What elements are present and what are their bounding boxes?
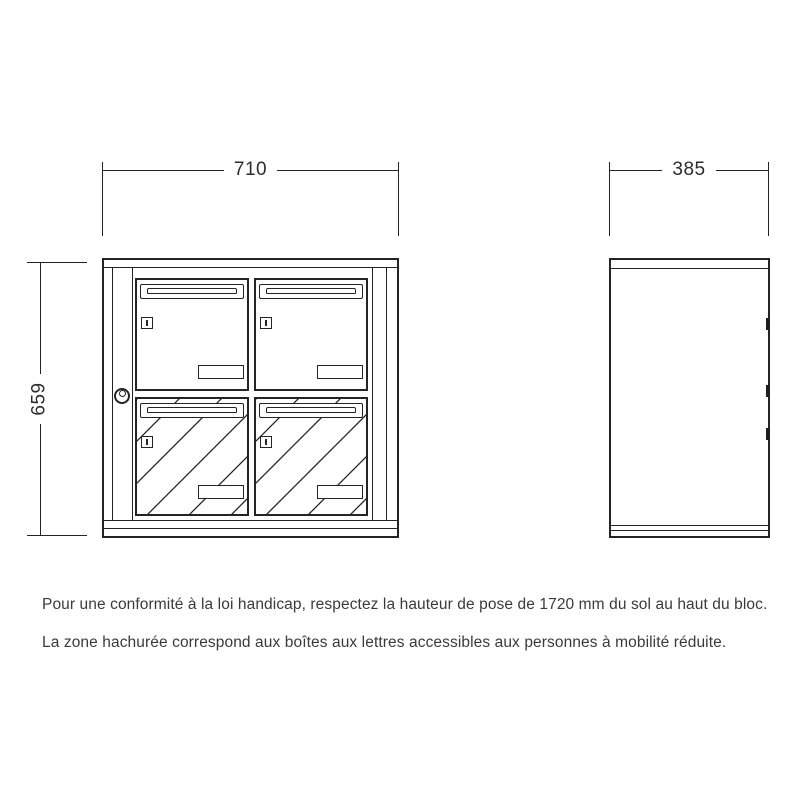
right-stile-line <box>372 268 373 520</box>
slot-flap-icon <box>266 407 356 413</box>
right-stile-line <box>386 268 387 520</box>
front-view <box>102 258 399 538</box>
base-line <box>611 530 768 531</box>
name-plate <box>198 485 244 499</box>
extension-line <box>398 162 399 236</box>
dimension-line <box>609 170 662 171</box>
dimension-line <box>40 424 41 536</box>
door-lock-icon <box>260 317 272 329</box>
hinge-icon <box>766 318 770 330</box>
door-lock-icon <box>260 436 272 448</box>
door-lock-icon <box>141 436 153 448</box>
hinge-icon <box>766 428 770 440</box>
keyhole-icon <box>146 439 148 445</box>
keyhole-icon <box>146 320 148 326</box>
slot-flap-icon <box>147 288 237 294</box>
bottom-rail-line <box>104 520 397 521</box>
name-plate <box>317 365 363 379</box>
dimension-front-height <box>28 262 52 536</box>
top-rail-line <box>611 268 768 269</box>
dimension-front-width-label: 710 <box>233 159 268 180</box>
mailbox-door-top-right <box>254 278 368 391</box>
mailbox-door-top-left <box>135 278 249 391</box>
left-stile-line <box>112 268 113 520</box>
dimension-front-width <box>102 159 399 181</box>
dimension-front-height-label: 659 <box>29 382 51 416</box>
mailbox-door-bottom-left-accessible <box>135 397 249 516</box>
note-handicap-law: Pour une conformité à la loi handicap, respectez la hauteur de pose de 1720 mm du sol au haut du bloc. <box>42 596 768 613</box>
dimension-side-depth <box>609 159 769 181</box>
extension-line <box>768 162 769 236</box>
mail-slot-icon <box>140 403 244 418</box>
top-rail-line <box>104 267 397 268</box>
door-lock-icon <box>141 317 153 329</box>
extension-line <box>27 535 87 536</box>
dimension-line <box>716 170 769 171</box>
dimension-line <box>277 170 399 171</box>
mail-slot-icon <box>140 284 244 299</box>
name-plate <box>317 485 363 499</box>
dimension-line <box>102 170 224 171</box>
extension-line <box>102 162 103 236</box>
keyhole-icon <box>265 320 267 326</box>
extension-line <box>27 262 87 263</box>
side-view <box>609 258 770 538</box>
bottom-rail-line <box>611 525 768 526</box>
mailbox-door-bottom-right-accessible <box>254 397 368 516</box>
slot-flap-icon <box>266 288 356 294</box>
lock-cylinder-icon <box>119 390 126 397</box>
slot-flap-icon <box>147 407 237 413</box>
keyhole-icon <box>265 439 267 445</box>
dimension-side-depth-label: 385 <box>672 159 706 180</box>
note-hatched-zone: La zone hachurée correspond aux boîtes aux lettres accessibles aux personnes à mobilité réduite. <box>42 634 727 651</box>
mail-slot-icon <box>259 403 363 418</box>
left-stile-line <box>132 268 133 520</box>
base-line <box>104 528 397 529</box>
dimension-line <box>40 262 41 374</box>
extension-line <box>609 162 610 236</box>
hinge-icon <box>766 385 770 397</box>
name-plate <box>198 365 244 379</box>
master-cam-lock-icon <box>114 388 130 404</box>
mail-slot-icon <box>259 284 363 299</box>
